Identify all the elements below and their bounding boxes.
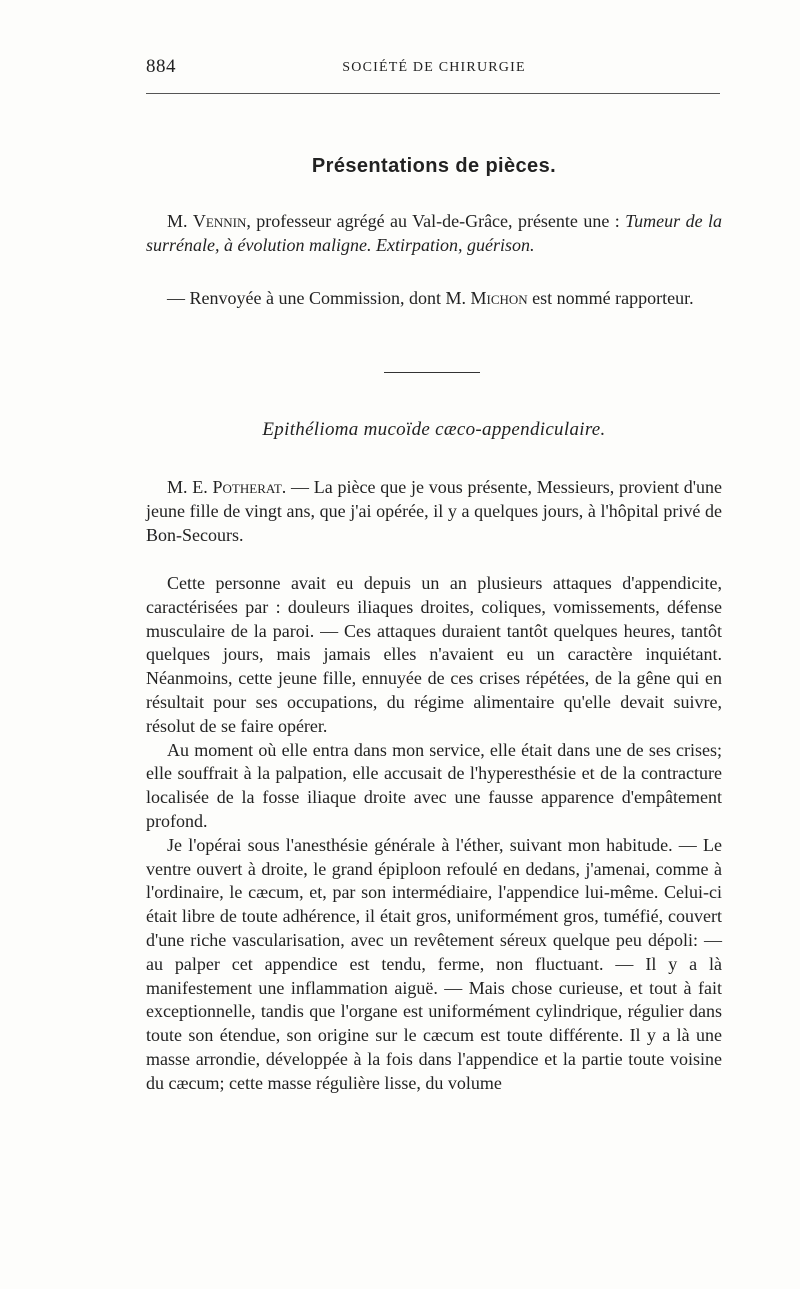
presentation-paragraph [146,210,722,258]
article-title: Epithélioma mucoïde cæco-appendiculaire. [262,419,606,440]
referral-end: est nommé rapporteur. [527,288,694,308]
author-name: Vennin [192,211,247,231]
article-author-name: Potherat [212,477,282,497]
article-opening-text: . — La pièce que je vous présente, Messieurs, provient d'une jeune fille de vingt ans, que j'ai opérée, il y a quelques jours, à l'hôpital privé de Bon-Secours. [146,477,722,545]
running-head: SOCIÉTÉ DE CHIRURGIE [342,60,526,75]
header-rule [146,93,720,94]
referral-text: — Renvoyée à une Commission, dont M. [167,288,471,308]
paragraph: Au moment où elle entra dans mon service, elle était dans une de ses crises; elle souffrait à la palpation, elle accusait de l'hyperesthésie et de la contracture localisée de la fosse iliaque droite avec une fausse apparence d'empâtement profond. [146,739,722,831]
article-body [146,572,722,1096]
presentation-text: , professeur agrégé au Val-de-Grâce, présente une : [246,211,626,231]
specimen-title: Tumeur de la surrénale, à évolution maligne. Extirpation, guérison. [146,211,722,255]
article-opening [146,476,722,547]
page-number: 884 [146,56,176,77]
separator-rule [384,372,480,373]
referral-paragraph [146,287,722,311]
paragraph: Je l'opérai sous l'anesthésie générale à l'éther, suivant mon habitude. — Le ventre ouvert à droite, le grand épiploon refoulé en dedans, j'amenai, comme à l'ordinaire, le cæcum, et, par son intermédiaire, l'appendice lui-même. Celui-ci était libre de toute adhérence, il était gros, uniformément gros, tuméfié, couvert d'une riche vascularisation, avec un revêtement séreux quelque peu dépoli: — au palper cet appendice est tendu, ferme, non fluctuant. — Il y a là manifestement une inflammation aiguë. — Mais chose curieuse, et tout à fait exceptionnelle, tandis que l'organe est uniformément cylindrique, régulier dans toute son étendue, son origine sur le cæcum est toute différente. Il y a là une masse arrondie, développée à la fois dans l'appendice et la partie toute voisine du cæcum; cette masse régulière lisse, du volume [146,834,722,1093]
section-title: Présentations de pièces. [311,155,557,177]
article-author-prefix: M. E. [167,477,213,497]
author-prefix: M. [167,211,193,231]
rapporteur-name: Michon [470,288,528,308]
paragraph: Cette personne avait eu depuis un an plusieurs attaques d'appendicite, caractérisées par : douleurs iliaques droites, coliques, vomissements, défense musculaire de la paroi. — Ces attaques duraient tantôt quelques heures, tantôt quelques jours, mais jamais elles n'avaient eu un caractère inquiétant. Néanmoins, cette jeune fille, ennuyée de ces crises répétées, de la gêne qui en résultait pour ses occupations, du régime alimentaire qu'elle devait suivre, résolut de se faire opérer. [146,573,722,736]
